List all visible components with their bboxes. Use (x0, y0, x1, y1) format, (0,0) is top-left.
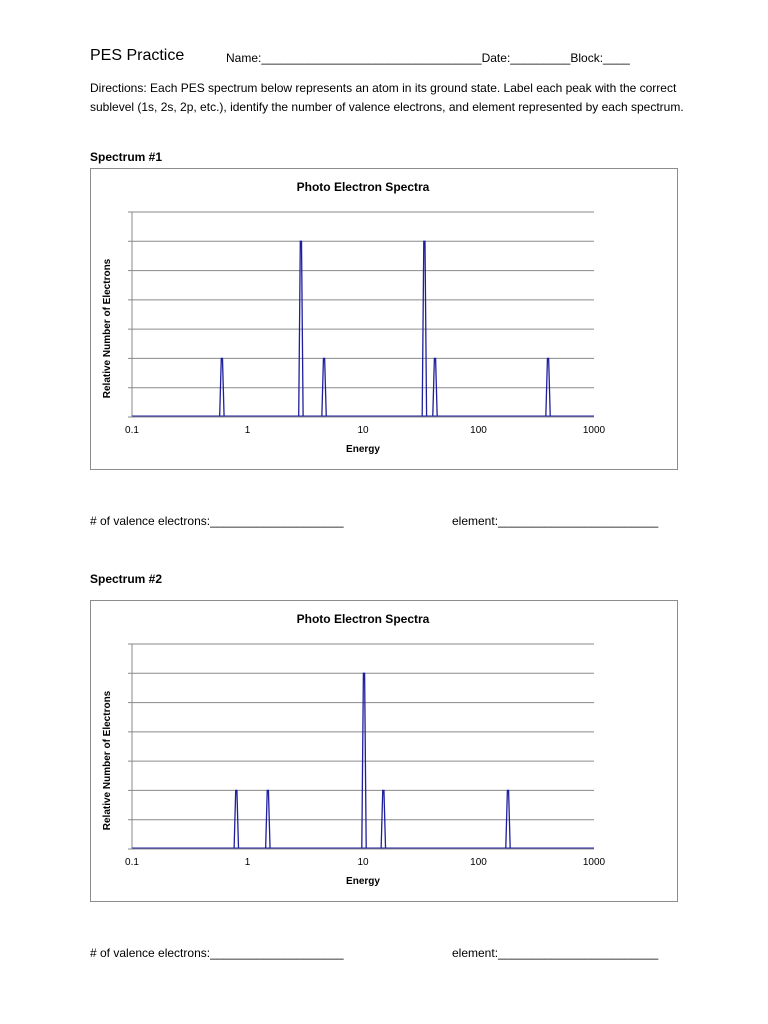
x-tick-label: 10 (357, 425, 369, 436)
x-tick-label: 0.1 (125, 857, 139, 868)
page-title: PES Practice (90, 47, 185, 64)
spectrum-2-valence-field[interactable] (90, 946, 344, 960)
x-tick-label: 1 (244, 857, 251, 868)
name-label: Name: (226, 51, 262, 65)
valence-label: # of valence electrons: (90, 514, 211, 528)
x-tick-label: 1 (244, 425, 251, 436)
element-blank[interactable]: ________________________ (498, 514, 659, 528)
date-blank[interactable]: _________ (510, 51, 571, 65)
spectrum-1-svg (91, 169, 677, 469)
block-blank[interactable]: ____ (603, 51, 630, 65)
directions-text: Directions: Each PES spectrum below represents an atom in its ground state. Label each peak with the correct sublevel (1s, 2s, 2p, etc.), identify the number of valence electrons, and element represented by each spectrum. (90, 81, 684, 114)
x-axis-title: Energy (346, 444, 380, 455)
x-tick-label: 1000 (582, 857, 606, 868)
peak-3 (362, 673, 366, 848)
x-axis-title: Energy (346, 876, 380, 887)
y-axis-title: Relative Number of Electrons (102, 258, 113, 399)
x-tick-label: 100 (470, 857, 487, 868)
valence-blank[interactable]: ____________________ (210, 946, 344, 960)
spectrum-1-valence-field[interactable] (90, 514, 344, 528)
x-tick-label: 10 (357, 857, 369, 868)
header-fields (226, 51, 630, 65)
spectrum-2-element-field[interactable] (452, 946, 658, 960)
valence-blank[interactable]: ____________________ (210, 514, 344, 528)
chart-title: Photo Electron Spectra (296, 612, 430, 626)
spectrum-1-label: Spectrum #1 (90, 150, 163, 164)
element-blank[interactable]: ________________________ (498, 946, 659, 960)
element-label: element: (452, 514, 499, 528)
y-axis-title: Relative Number of Electrons (102, 690, 113, 831)
spectrum-2-svg (91, 601, 677, 901)
spectrum-1-chart (90, 168, 678, 470)
name-blank[interactable]: _________________________________ (261, 51, 482, 65)
spectrum-1-element-field[interactable] (452, 514, 658, 528)
spectrum-2-chart (90, 600, 678, 902)
x-tick-label: 1000 (582, 425, 606, 436)
element-label: element: (452, 946, 499, 960)
spectrum-2-label: Spectrum #2 (90, 572, 163, 586)
block-label: Block: (570, 51, 604, 65)
x-tick-label: 100 (470, 425, 487, 436)
x-tick-label: 0.1 (125, 425, 139, 436)
valence-label: # of valence electrons: (90, 946, 211, 960)
chart-title: Photo Electron Spectra (296, 180, 430, 194)
date-label: Date: (481, 51, 511, 65)
